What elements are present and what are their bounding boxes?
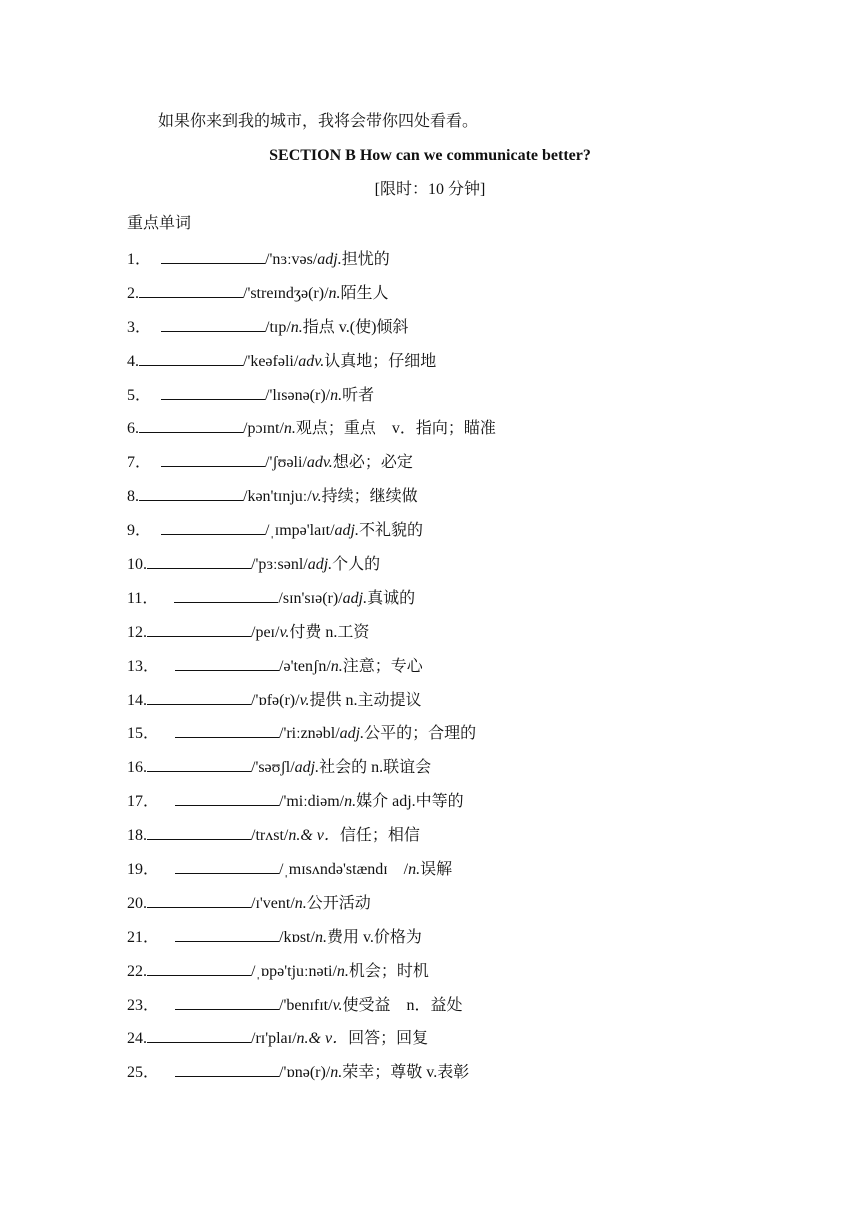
- part-of-speech: n.: [344, 793, 357, 811]
- phonetic: /tɪp/: [265, 318, 291, 336]
- part-of-speech: n.: [336, 962, 349, 980]
- answer-blank[interactable]: [147, 689, 251, 705]
- phonetic: /kən'tɪnjuː/: [243, 488, 312, 506]
- phonetic: /'nɜːvəs/: [265, 251, 318, 268]
- item-number: 18.: [127, 827, 147, 845]
- vocab-item: [127, 824, 496, 858]
- phonetic: /'lɪsənə(r)/: [265, 386, 331, 404]
- definition: 持续；继续做: [321, 488, 418, 506]
- vocab-item: [127, 282, 496, 316]
- part-of-speech: adj.: [342, 589, 368, 607]
- answer-blank[interactable]: [139, 417, 243, 433]
- item-number: 17．: [127, 793, 160, 811]
- vocab-item: [127, 350, 496, 384]
- definition: 信任；相信: [339, 827, 420, 845]
- vocab-item: [127, 587, 496, 621]
- part-of-speech: v.: [332, 996, 343, 1014]
- phonetic: /rɪ'plaɪ/: [251, 1030, 297, 1048]
- phonetic: /ɪ'vent/: [251, 894, 295, 912]
- answer-blank[interactable]: [147, 621, 251, 637]
- answer-blank[interactable]: [175, 722, 279, 738]
- phonetic: /'streɪndʒə(r)/: [243, 284, 329, 302]
- vocab-item: [127, 892, 496, 926]
- answer-blank[interactable]: [175, 994, 279, 1010]
- definition: 个人的: [332, 556, 381, 574]
- item-number: 20.: [127, 894, 147, 912]
- phonetic: /ˌmɪsʌndə'stændɪ /: [279, 861, 409, 879]
- phonetic: /ˌɒpə'tjuːnəti/: [251, 962, 337, 980]
- phonetic: /peɪ/: [251, 623, 280, 641]
- definition: 担忧的: [341, 251, 390, 268]
- item-number: 15．: [127, 725, 160, 743]
- answer-blank[interactable]: [147, 756, 251, 772]
- definition: 不礼貌的: [359, 522, 424, 540]
- answer-blank[interactable]: [161, 316, 265, 332]
- definition: 媒介 adj.中等的: [356, 793, 464, 811]
- part-of-speech: n.: [330, 657, 343, 675]
- vocabulary-list: [127, 248, 496, 1095]
- vocab-item: [127, 519, 496, 553]
- part-of-speech: n.: [283, 420, 296, 438]
- answer-blank[interactable]: [161, 451, 265, 467]
- definition: 社会的 n.联谊会: [319, 759, 432, 777]
- item-number: 21．: [127, 928, 160, 946]
- part-of-speech: n.: [328, 284, 341, 302]
- part-of-speech: adj.: [317, 251, 342, 268]
- part-of-speech: n.& v．: [288, 827, 340, 845]
- answer-blank[interactable]: [161, 384, 265, 400]
- definition: 想必；必定: [332, 454, 413, 472]
- part-of-speech: n.: [330, 386, 343, 404]
- section-title: SECTION B How can we communicate better?: [269, 147, 591, 164]
- phonetic: /'ɒfə(r)/: [251, 691, 300, 709]
- item-number: 4.: [127, 352, 139, 370]
- vocab-item: [127, 655, 496, 689]
- part-of-speech: n.: [314, 928, 327, 946]
- answer-blank[interactable]: [139, 282, 243, 298]
- vocab-item: [127, 384, 496, 418]
- part-of-speech: v.: [299, 691, 310, 709]
- part-of-speech: n.& v．: [296, 1030, 349, 1048]
- answer-blank[interactable]: [139, 350, 243, 366]
- item-number: 23．: [127, 996, 160, 1014]
- time-limit: [限时：10 分钟]: [374, 181, 486, 198]
- answer-blank[interactable]: [174, 587, 278, 603]
- answer-blank[interactable]: [147, 824, 251, 840]
- answer-blank[interactable]: [139, 485, 243, 501]
- phonetic: /'pɜːsənl/: [251, 556, 308, 574]
- phonetic: /'keəfəli/: [243, 352, 299, 370]
- vocab-item: [127, 485, 496, 519]
- definition: 使受益 n．益处: [342, 996, 463, 1014]
- phonetic: /'ɒnə(r)/: [279, 1064, 331, 1082]
- definition: 机会；时机: [348, 962, 429, 980]
- vocab-item: [127, 621, 496, 655]
- item-number: 13．: [127, 657, 160, 675]
- phonetic: /pɔɪnt/: [243, 420, 284, 438]
- answer-blank[interactable]: [175, 1061, 279, 1077]
- vocab-item: [127, 858, 496, 892]
- section-heading: 重点单词: [127, 215, 192, 232]
- part-of-speech: n.: [408, 861, 421, 879]
- definition: 回答；回复: [348, 1030, 429, 1048]
- definition: 公开活动: [306, 894, 371, 912]
- definition: 误解: [420, 861, 453, 879]
- phonetic: /'ʃʊəli/: [265, 454, 307, 472]
- definition: 注意；专心: [342, 657, 423, 675]
- definition: 指点 v.(使)倾斜: [302, 318, 409, 336]
- vocab-item: [127, 248, 496, 282]
- vocab-item: [127, 417, 496, 451]
- part-of-speech: adv.: [306, 454, 333, 472]
- part-of-speech: n.: [290, 318, 303, 336]
- answer-blank[interactable]: [175, 790, 279, 806]
- part-of-speech: adj.: [294, 759, 320, 777]
- vocab-item: [127, 1027, 496, 1061]
- part-of-speech: adj.: [334, 522, 359, 540]
- part-of-speech: adv.: [298, 352, 325, 370]
- answer-blank[interactable]: [147, 553, 251, 569]
- vocab-item: [127, 994, 496, 1028]
- vocab-item: [127, 316, 496, 350]
- vocab-item: [127, 926, 496, 960]
- item-number: 2.: [127, 284, 139, 302]
- definition: 付费 n.工资: [289, 623, 370, 641]
- phonetic: /sɪn'sɪə(r)/: [278, 589, 343, 607]
- answer-blank[interactable]: [147, 960, 251, 976]
- answer-blank[interactable]: [161, 248, 265, 264]
- definition: 荣幸；尊敬 v.表彰: [342, 1064, 470, 1082]
- phonetic: /ə'tenʃn/: [279, 657, 331, 675]
- part-of-speech: adj.: [307, 556, 333, 574]
- item-number: 19．: [127, 861, 160, 879]
- definition: 提供 n.主动提议: [309, 691, 422, 709]
- item-number: 6.: [127, 420, 139, 438]
- definition: 公平的；合理的: [364, 725, 477, 743]
- part-of-speech: n.: [294, 894, 307, 912]
- vocab-item: [127, 1061, 496, 1095]
- definition: 陌生人: [340, 284, 389, 302]
- item-number: 8.: [127, 488, 139, 506]
- phonetic: /'riːznəbl/: [279, 725, 340, 743]
- vocab-item: [127, 960, 496, 994]
- vocab-item: [127, 689, 496, 723]
- item-number: 25．: [127, 1064, 160, 1082]
- item-number: 7．: [127, 454, 152, 472]
- phonetic: /'miːdiəm/: [279, 793, 345, 811]
- item-number: 9．: [127, 522, 152, 540]
- item-number: 16.: [127, 759, 147, 777]
- definition: 听者: [342, 386, 375, 404]
- item-number: 1．: [127, 251, 152, 268]
- answer-blank[interactable]: [175, 858, 279, 874]
- phonetic: /kɒst/: [279, 928, 315, 946]
- phonetic: /trʌst/: [251, 827, 289, 845]
- item-number: 11．: [127, 589, 159, 607]
- item-number: 14.: [127, 691, 147, 709]
- part-of-speech: v.: [311, 488, 322, 506]
- phonetic: /ˌɪmpə'laɪt/: [265, 522, 335, 540]
- part-of-speech: adj.: [339, 725, 365, 743]
- definition: 观点；重点 v．指向；瞄准: [295, 420, 496, 438]
- vocab-item: [127, 553, 496, 587]
- part-of-speech: n.: [330, 1064, 343, 1082]
- vocab-item: [127, 722, 496, 756]
- part-of-speech: v.: [279, 623, 290, 641]
- definition: 费用 v.价格为: [326, 928, 422, 946]
- vocab-item: [127, 756, 496, 790]
- item-number: 3．: [127, 318, 152, 336]
- answer-blank[interactable]: [175, 655, 279, 671]
- item-number: 5．: [127, 386, 152, 404]
- item-number: 10.: [127, 556, 147, 574]
- answer-blank[interactable]: [147, 1027, 251, 1043]
- answer-blank[interactable]: [161, 519, 265, 535]
- item-number: 22.: [127, 962, 147, 980]
- vocab-item: [127, 790, 496, 824]
- item-number: 12.: [127, 623, 147, 641]
- vocab-item: [127, 451, 496, 485]
- definition: 认真地；仔细地: [324, 352, 437, 370]
- definition: 真诚的: [367, 589, 416, 607]
- answer-blank[interactable]: [147, 892, 251, 908]
- item-number: 24.: [127, 1030, 147, 1048]
- answer-blank[interactable]: [175, 926, 279, 942]
- intro-sentence: 如果你来到我的城市，我将会带你四处看看。: [158, 113, 479, 130]
- phonetic: /'səʊʃl/: [251, 759, 295, 777]
- phonetic: /'benɪfɪt/: [279, 996, 333, 1014]
